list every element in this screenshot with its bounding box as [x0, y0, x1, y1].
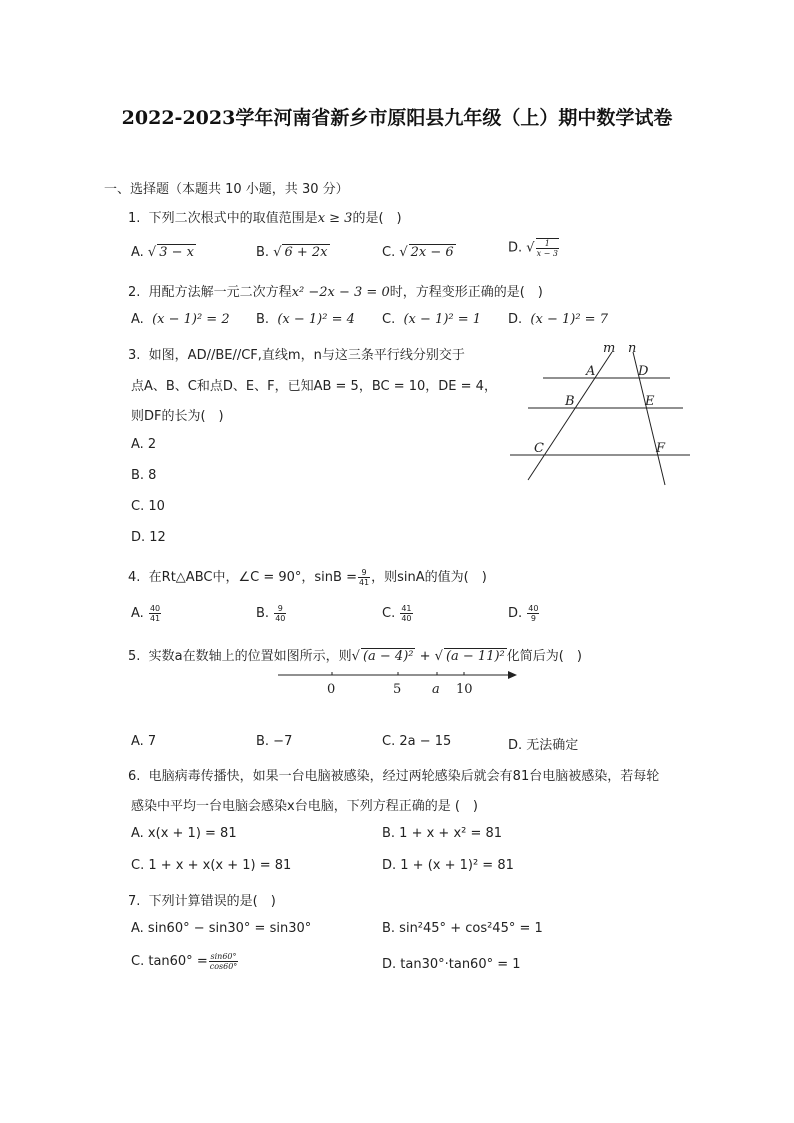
- arrow-icon: [508, 671, 517, 679]
- q4-option-d: D. $\frac{40}{9}$: [508, 604, 539, 623]
- section-heading: 一、选择题（本题共 10 小题，共 30 分）: [104, 182, 349, 197]
- label-a: A: [586, 364, 596, 379]
- question-2: 2. 用配方法解一元二次方程x² −2x − 3 = 0时，方程变形正确的是( ): [128, 285, 543, 300]
- q5-option-d: D. 无法确定: [508, 738, 579, 753]
- q2-option-a: A. (x − 1)² = 2: [131, 312, 230, 327]
- label-m: m: [603, 341, 616, 356]
- q2-option-b: B. (x − 1)² = 4: [256, 312, 355, 327]
- q7-option-a: A. sin60° − sin30° = sin30°: [131, 921, 312, 936]
- page-title: 2022-2023学年河南省新乡市原阳县九年级（上）期中数学试卷: [121, 107, 673, 129]
- q1-option-d: D. √ $\frac{1}{x - 3}$: [508, 239, 558, 258]
- q7-option-c: C. tan60° = $\frac{\sin 60^\circ}{\cos 60^\circ}$: [131, 952, 238, 971]
- label-n: n: [628, 341, 637, 356]
- q1-option-b: B. √ 6 + 2x: [256, 245, 328, 260]
- q4-option-a: A. $\frac{40}{41}$: [131, 604, 161, 623]
- q3-option-c: C. 10: [131, 499, 165, 514]
- q7-option-d: D. tan30°·tan60° = 1: [382, 957, 521, 972]
- q3-option-b: B. 8: [131, 468, 157, 483]
- q2-option-d: D. (x − 1)² = 7: [508, 312, 608, 327]
- q3-option-a: A. 2: [131, 437, 157, 452]
- tick-label-10: 10: [456, 682, 473, 697]
- question-6-line2: 感染中平均一台电脑会感染x台电脑，下列方程正确的是 ( ): [131, 799, 478, 814]
- q2-option-c: C. (x − 1)² = 1: [382, 312, 482, 327]
- question-3: 3. 如图，AD//BE//CF,直线m，n与这三条平行线分别交于: [128, 348, 465, 363]
- q6-option-d: D. 1 + (x + 1)² = 81: [382, 858, 514, 873]
- q5-option-c: C. 2a − 15: [382, 734, 452, 749]
- q6-option-c: C. 1 + x + x(x + 1) = 81: [131, 858, 292, 873]
- label-c: C: [534, 441, 544, 456]
- line-m: [528, 352, 612, 480]
- tick-label-5: 5: [393, 682, 402, 697]
- parallel-lines-figure: [505, 338, 695, 488]
- question-4: 4. 在Rt△ABC中，∠C = 90°，sinB = $\frac{9}{41}$ ，则sinA的值为( ): [128, 568, 487, 587]
- question-7: 7. 下列计算错误的是( ): [128, 894, 276, 909]
- q3-option-d: D. 12: [131, 530, 166, 545]
- q6-option-a: A. x(x + 1) = 81: [131, 826, 237, 841]
- label-d: D: [638, 364, 649, 379]
- label-b: B: [565, 394, 575, 409]
- question-3-line3: 则DF的长为( ): [131, 409, 224, 424]
- q4-option-c: C. $\frac{41}{40}$: [382, 604, 412, 623]
- question-1: 1. 下列二次根式中的取值范围是x ≥ 3的是( ): [128, 211, 402, 226]
- q4-option-b: B. $\frac{9}{40}$: [256, 604, 286, 623]
- q5-option-b: B. −7: [256, 734, 293, 749]
- q1-option-a: A. √ 3 − x: [131, 245, 194, 260]
- q1-option-c: C. √ 2x − 6: [382, 245, 454, 260]
- tick-label-0: 0: [327, 682, 336, 697]
- q7-option-b: B. sin²45° + cos²45° = 1: [382, 921, 543, 936]
- number-line: [275, 664, 525, 698]
- q6-option-b: B. 1 + x + x² = 81: [382, 826, 503, 841]
- question-5: 5. 实数a在数轴上的位置如图所示，则√ (a − 4)² + √ (a − 11)² 化简后为( ): [128, 649, 582, 664]
- question-3-line2: 点A、B、C和点D、E、F，已知AB = 5，BC = 10，DE = 4，: [131, 379, 497, 394]
- label-e: E: [645, 394, 655, 409]
- tick-label-a: a: [432, 682, 440, 697]
- label-f: F: [656, 441, 666, 456]
- q5-option-a: A. 7: [131, 734, 157, 749]
- question-6: 6. 电脑病毒传播快，如果一台电脑被感染，经过两轮感染后就会有81台电脑被感染，若每轮: [128, 769, 660, 784]
